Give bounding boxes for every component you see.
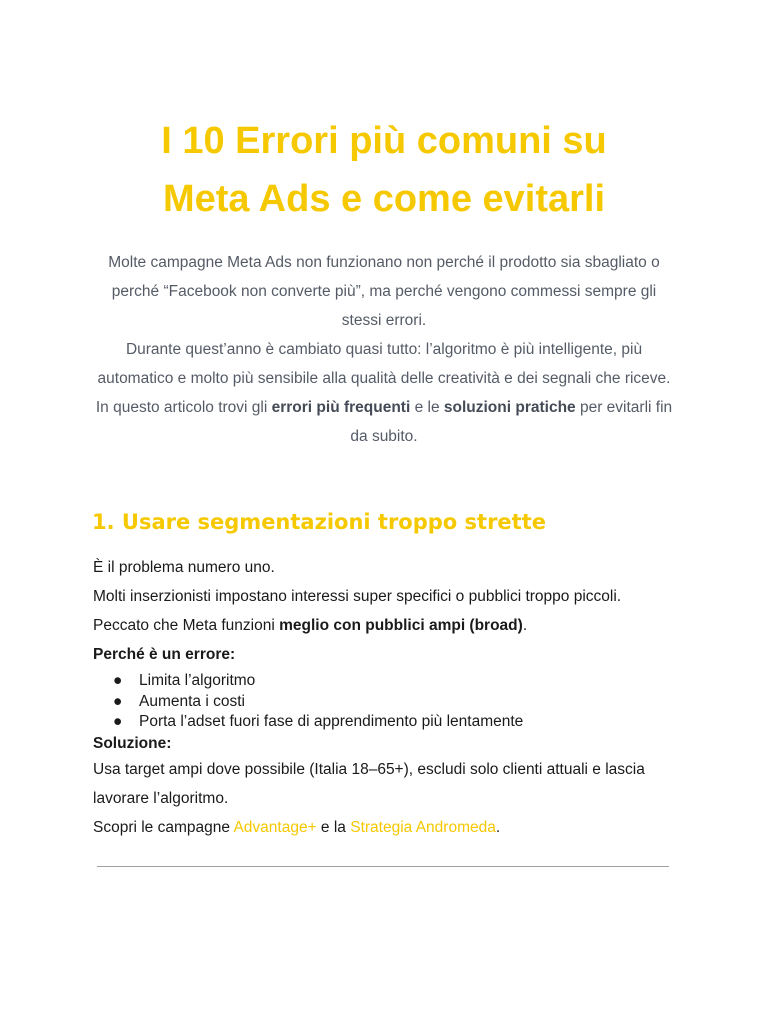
body-line-2: Molti inserzionisti impostano interessi super specifici o pubblici troppo piccoli. <box>93 588 622 605</box>
list-item: ● Limita l’algoritmo <box>93 671 703 692</box>
intro-bold-errors: errori più frequenti <box>271 399 411 416</box>
body-line-1: È il problema numero uno. <box>93 559 275 576</box>
why-label: Perché è un errore: <box>93 646 236 663</box>
title-line-2: Meta Ads e come evitarli <box>162 178 606 220</box>
solution-label: Soluzione: <box>93 734 172 752</box>
discover-line: Scopri le campagne Advantage+ e la Strategia Andromeda. <box>93 818 501 836</box>
bullet-icon: ● <box>113 672 123 689</box>
andromeda-strategy-link[interactable]: Strategia Andromeda <box>350 818 496 836</box>
list-item: ● Porta l’adset fuori fase di apprendimento più lentamente <box>93 712 703 733</box>
bullet-icon: ● <box>113 713 123 730</box>
intro-paragraph-1: Molte campagne Meta Ads non funzionano non perché il prodotto sia sbagliato o perché “Facebook non converte più”, ma perché vengono commessi sempre gli stessi errori. <box>108 254 660 329</box>
bullet-icon: ● <box>113 692 123 710</box>
body-bold-broad: meglio con pubblici ampi (broad) <box>279 617 523 634</box>
page-title <box>0 112 768 228</box>
list-item: ● Aumenta i costi <box>93 692 703 713</box>
title-line-1: I 10 Errori più comuni su <box>161 120 607 162</box>
intro <box>90 248 678 451</box>
divider <box>97 866 669 867</box>
bullet-list <box>93 671 703 733</box>
intro-paragraph-3: In questo articolo trovi gli errori più frequenti e le soluzioni pratiche per evitarli fin da subito. <box>95 399 673 445</box>
advantage-plus-link[interactable]: Advantage+ <box>233 818 317 836</box>
section-heading: 1. Usare segmentazioni troppo strette <box>92 510 546 534</box>
intro-bold-solutions: soluzioni pratiche <box>443 399 576 416</box>
solution-text: Usa target ampi dove possibile (Italia 18–65+), escludi solo clienti attuali e lascia lavorare l’algoritmo. <box>93 760 645 807</box>
section-body <box>93 553 703 842</box>
body-line-3: Peccato che Meta funzioni meglio con pubblici ampi (broad). <box>93 617 528 634</box>
intro-paragraph-2: Durante quest’anno è cambiato quasi tutto: l’algoritmo è più intelligente, più automatico e molto più sensibile alla qualità delle creatività e dei segnali che riceve. <box>97 341 671 387</box>
